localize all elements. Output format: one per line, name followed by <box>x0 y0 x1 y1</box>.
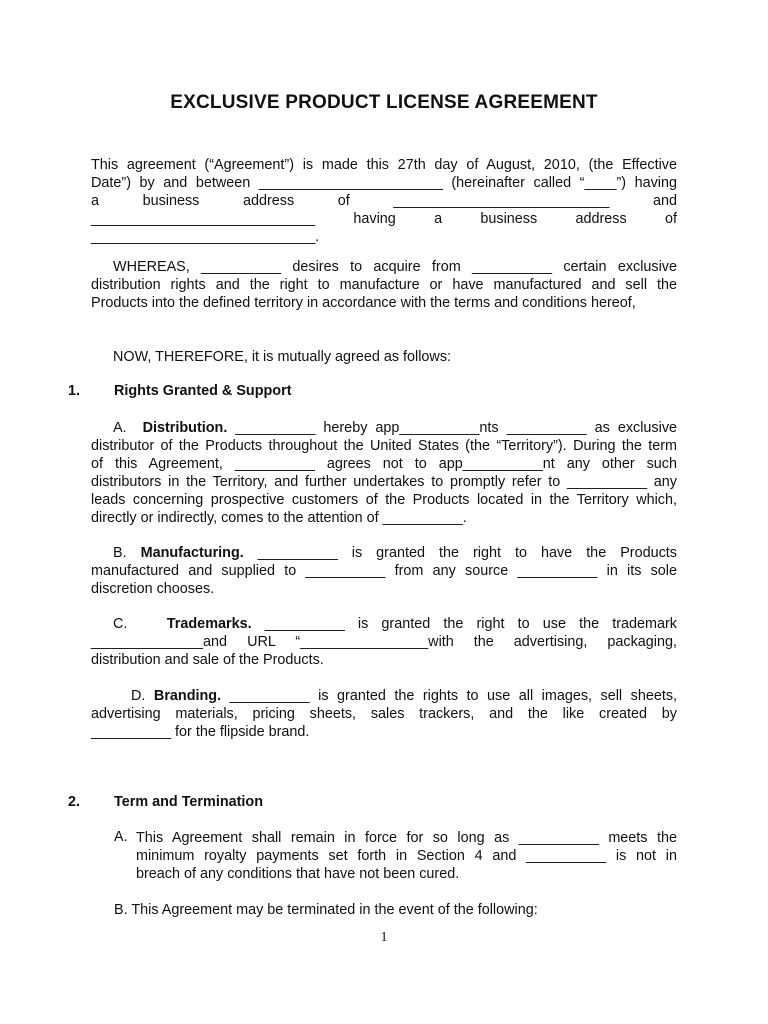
whereas-line-3: Products into the defined territory in accordance with the terms and conditions hereof, <box>91 295 636 311</box>
intro-line-5: ____________________________. <box>91 229 320 245</box>
section-1b-line-3: discretion chooses. <box>91 581 215 597</box>
section-2-number: 2. <box>68 794 81 810</box>
section-1c-paragraph <box>91 615 677 669</box>
section-1a-line-2: distributor of the Products throughout the United States (the “Territory”). During the term <box>91 438 677 454</box>
now-therefore-line: NOW, THEREFORE, it is mutually agreed as follows: <box>113 349 452 365</box>
section-1a-line-6: directly or indirectly, comes to the attention of __________. <box>91 510 467 526</box>
section-1-heading: Rights Granted & Support <box>114 383 292 399</box>
intro-paragraph <box>91 156 677 246</box>
section-1a-line-3: of this Agreement, __________ agrees not to app__________nt any other such <box>91 456 677 472</box>
section-1a-line-1 <box>91 419 677 437</box>
section-1b-letter: B. <box>113 545 127 561</box>
section-1d-paragraph <box>91 687 677 741</box>
intro-line-1: This agreement (“Agreement”) is made this 27th day of August, 2010, (the Effective <box>91 157 677 173</box>
section-1b-label: Manufacturing. <box>140 545 244 561</box>
section-2a-letter: A. <box>114 829 128 845</box>
section-1a-label: Distribution. <box>142 420 228 436</box>
section-1c-line-1-text: __________ is granted the right to use the trademark <box>264 616 677 632</box>
section-2a-line-2: minimum royalty payments set forth in Section 4 and __________ is not in <box>136 848 677 864</box>
intro-line-3: a business address of ___________________________ and <box>91 193 677 209</box>
whereas-line-2: distribution rights and the right to manufacture or have manufactured and sell the <box>91 277 677 293</box>
section-1a-letter: A. <box>113 420 127 436</box>
section-1c-line-2: ______________and URL “________________with the advertising, packaging, <box>91 634 677 650</box>
document-title: EXCLUSIVE PRODUCT LICENSE AGREEMENT <box>170 92 598 113</box>
section-1d-line-1 <box>91 687 677 705</box>
section-1d-label: Branding. <box>153 688 222 704</box>
section-1a-line-1-text: __________ hereby app__________nts __________ as exclusive <box>235 420 678 436</box>
section-1c-line-1 <box>91 615 677 633</box>
section-2a-line-3: breach of any conditions that have not been cured. <box>136 866 460 882</box>
whereas-paragraph <box>91 258 677 312</box>
section-1d-line-1-text: __________ is granted the rights to use all images, sell sheets, <box>229 688 678 704</box>
section-2a-line-1: This Agreement shall remain in force for so long as __________ meets the <box>136 830 677 846</box>
section-1a-line-5: leads concerning prospective customers of the Products located in the Territory which, <box>91 492 677 508</box>
section-1d-letter: D. <box>131 688 146 704</box>
section-1c-line-3: distribution and sale of the Products. <box>91 652 324 668</box>
section-1b-line-1 <box>91 544 677 562</box>
section-2a-paragraph <box>136 829 677 883</box>
section-1d-line-2: advertising materials, pricing sheets, sales trackers, and the like created by <box>91 706 677 722</box>
now-therefore-paragraph <box>91 348 677 366</box>
section-1a-line-4: distributors in the Territory, and further undertakes to promptly refer to __________ any <box>91 474 677 490</box>
section-2b-line: B. This Agreement may be terminated in the event of the following: <box>114 902 538 918</box>
section-1c-label: Trademarks. <box>166 616 252 632</box>
section-1b-paragraph <box>91 544 677 598</box>
page-number: 1 <box>380 930 388 945</box>
section-2-heading: Term and Termination <box>114 794 263 810</box>
intro-line-2: Date”) by and between _______________________ (hereinafter called “____”) having <box>91 175 677 191</box>
section-1-number: 1. <box>68 383 81 399</box>
section-1c-letter: C. <box>113 616 128 632</box>
whereas-line-1: WHEREAS, __________ desires to acquire from __________ certain exclusive <box>113 259 677 275</box>
section-1b-line-2: manufactured and supplied to __________ from any source __________ in its sole <box>91 563 677 579</box>
section-1a-paragraph <box>91 419 677 527</box>
section-1b-line-1-text: __________ is granted the right to have the Products <box>257 545 677 561</box>
intro-line-4: ____________________________ having a business address of <box>91 211 677 227</box>
section-1d-line-3: __________ for the flipside brand. <box>91 724 310 740</box>
